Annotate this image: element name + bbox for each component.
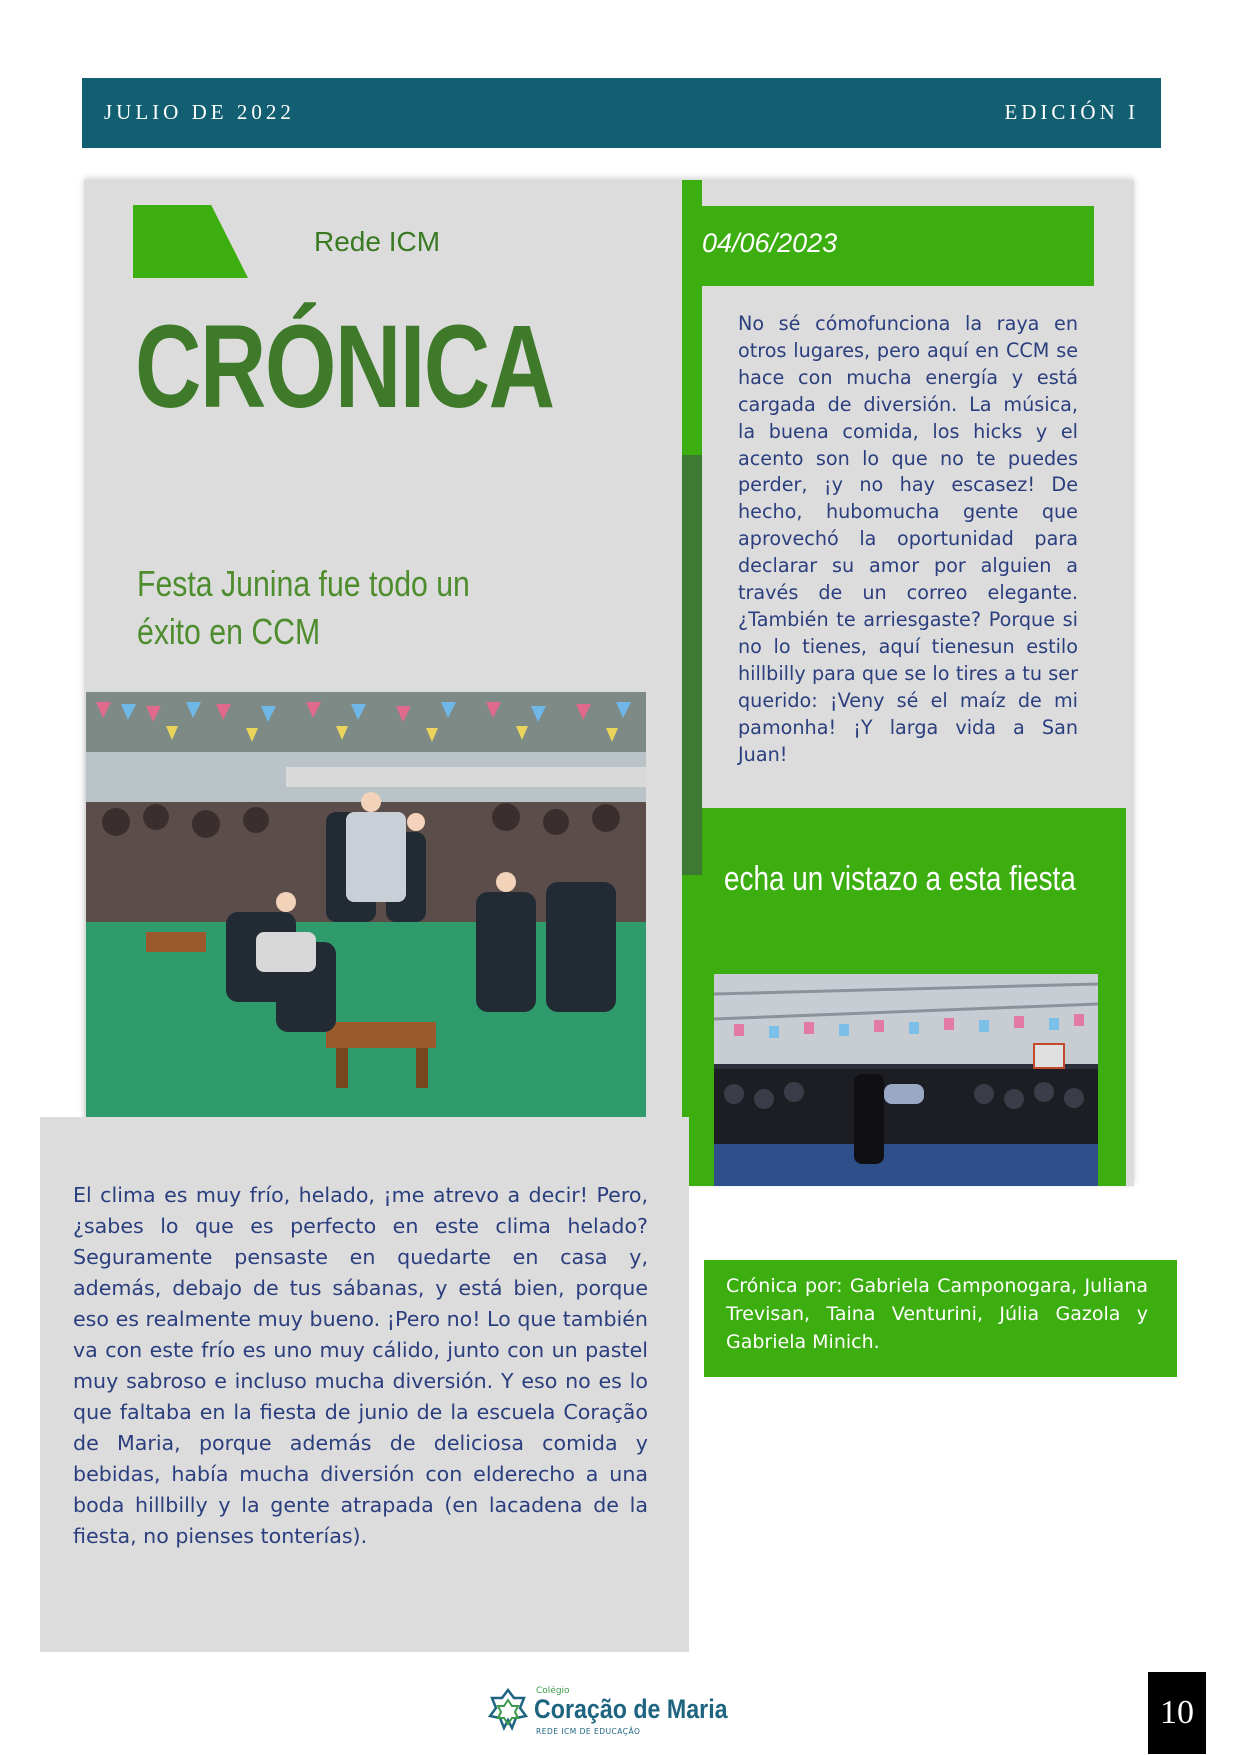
logo-name: Coração de Maria bbox=[534, 1694, 728, 1724]
article-body: El clima es muy frío, helado, ¡me atrevo a decir! Pero, ¿sabes lo que es perfecto en este clima helado? Seguramente pensaste en quedarte en casa y, además, debajo de tus sábanas, y está bien, porque eso es realmente muy bueno. ¡Pero no! Lo que también va con este frío es uno muy cálido, junto con un pastel muy sabroso e incluso mucha diversión. Y eso no es lo que faltaba en la fiesta de junio de la escuela Coração de Maria, porque además de deliciosa comida y bebidas, había mucha diversión con elderecho a una boda hillbilly y la gente atrapada (en lacadena de la fiesta, no pienses tonterías). bbox=[73, 1183, 648, 1548]
party-photo-main bbox=[86, 692, 646, 1118]
heart-star-icon bbox=[488, 1688, 528, 1734]
look-caption: echa un vistazo a esta fiesta bbox=[724, 860, 1076, 898]
party-photo-secondary-image bbox=[714, 974, 1098, 1186]
page-number: 10 bbox=[1148, 1672, 1206, 1754]
edition-label: EDICIÓN I bbox=[1004, 100, 1139, 124]
dark-green-divider-line bbox=[682, 455, 702, 875]
poster-subtitle: Festa Junina fue todo un éxito en CCM bbox=[137, 563, 470, 652]
issue-date: JULIO DE 2022 bbox=[104, 100, 295, 124]
poster-title: CRÓNICA bbox=[135, 301, 554, 433]
poster-right-text: No sé cómofunciona la raya en otros lugares, pero aquí en CCM se hace con mucha energía y está cargada de diversión. La música, la buena comida, los hicks y el acento son lo que no te puedes perder, ¡y no hay escasez! De hecho, hubomucha gente que aprovechó la oportunidad para declarar su amor por alguien a través de un correo elegante. ¿También te arriesgaste? Porque si no lo tienes, aquí tienesun estilo hillbilly para que se lo tires a tu ser querido: ¡Veny sé el maíz de mi pamonha! ¡Y larga vida a San Juan! bbox=[738, 312, 1078, 766]
brand-label: Rede ICM bbox=[314, 226, 441, 257]
party-photo-main-image bbox=[86, 692, 646, 1118]
school-logo bbox=[488, 1684, 756, 1740]
party-photo-secondary bbox=[714, 974, 1098, 1186]
poster-date: 04/06/2023 bbox=[702, 228, 838, 258]
credits-text: Crónica por: Gabriela Camponogara, Juliana Trevisan, Taina Venturini, Júlia Gazola y Gabriela Minich. bbox=[726, 1275, 1148, 1353]
credits-box bbox=[704, 1260, 1177, 1377]
header-bar bbox=[82, 78, 1161, 148]
logo-small-text: Colégio bbox=[536, 1686, 570, 1696]
logo-tagline: REDE ICM DE EDUCAÇÃO bbox=[536, 1727, 641, 1736]
date-banner bbox=[690, 206, 1094, 286]
